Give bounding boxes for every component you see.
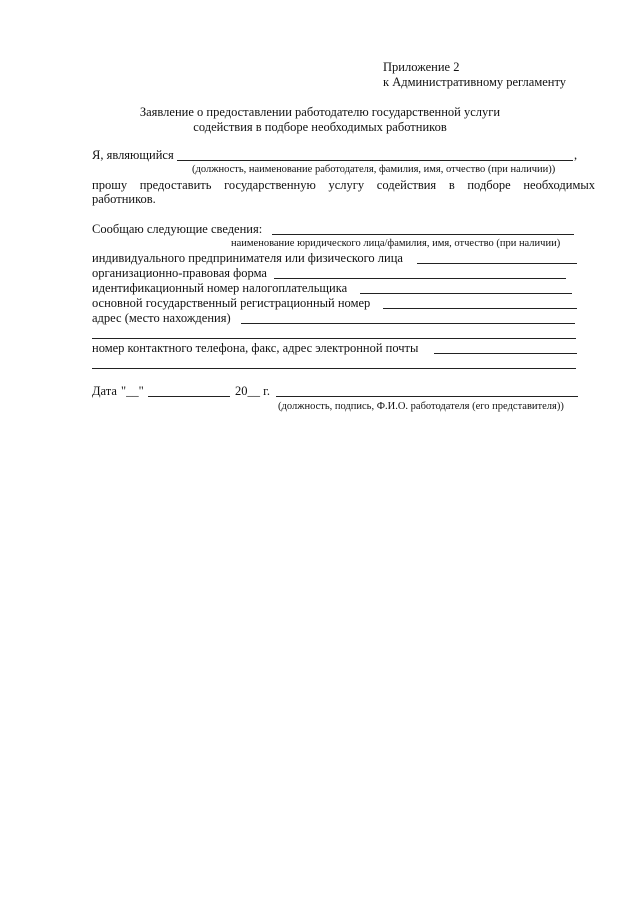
date-day[interactable]: "__" [121,384,144,398]
applicant-comma: , [574,148,578,162]
date-month-field[interactable] [148,396,230,397]
contacts-field[interactable] [434,353,577,354]
date-year[interactable]: 20__ г. [235,384,270,398]
ogrn-field[interactable] [383,308,577,309]
request-word: содействия [376,178,437,192]
employer-name-hint: наименование юридического лица/фамилия, имя, отчество (при наличии) [231,238,561,249]
appendix-reference: к Административному регламенту [383,75,567,89]
request-word: услугу [328,178,365,192]
entrepreneur-label: индивидуального предпринимателя или физического лица [92,251,403,265]
document-title-line2: содействия в подборе необходимых работников [193,120,447,134]
request-word: в [448,178,455,192]
legal-form-label: организационно-правовая форма [92,266,267,280]
date-label: Дата [92,384,117,398]
address-label: адрес (место нахождения) [92,311,231,325]
contacts-label: номер контактного телефона, факс, адрес электронной почты [92,341,419,355]
request-word: подборе [467,178,511,192]
request-word: государственную [224,178,316,192]
request-word: предоставить [139,178,212,192]
inn-label: идентификационный номер налогоплательщика [92,281,348,295]
legal-form-field[interactable] [274,278,566,279]
address-field-continued[interactable] [92,338,576,339]
signature-field[interactable] [276,396,578,397]
request-word: прошу [92,178,128,192]
applicant-hint: (должность, наименование работодателя, фамилия, имя, отчество (при наличии)) [192,164,556,175]
address-field[interactable] [241,323,575,324]
entrepreneur-field[interactable] [417,263,577,264]
contacts-field-continued[interactable] [92,368,576,369]
request-line1 [92,178,595,192]
signature-hint: (должность, подпись, Ф.И.О. работодателя (его представителя)) [278,401,564,412]
inn-field[interactable] [360,293,572,294]
applicant-label: Я, являющийся [92,148,174,162]
applicant-field[interactable] [177,160,573,161]
info-label: Сообщаю следующие сведения: [92,222,263,236]
document-title-line1: Заявление о предоставлении работодателю государственной услуги [139,105,501,119]
request-word: необходимых [523,178,596,192]
appendix-number: Приложение 2 [383,60,460,74]
request-line2: работников. [92,192,156,206]
ogrn-label: основной государственный регистрационный номер [92,296,371,310]
employer-name-field[interactable] [272,234,574,235]
